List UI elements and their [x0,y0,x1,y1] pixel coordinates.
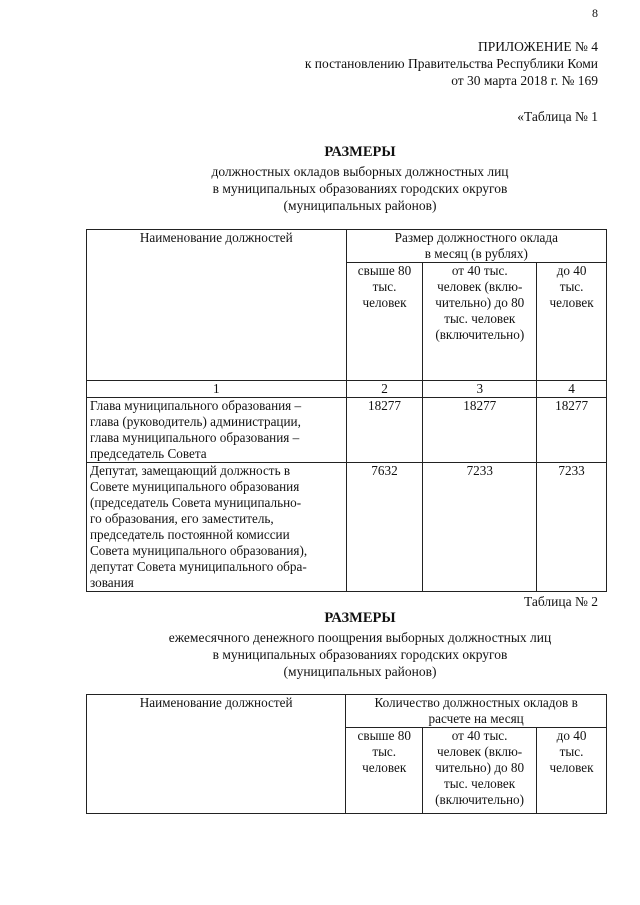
header-line: до 40 [556,728,587,743]
subtitle-line: в муниципальных образованиях городских округов [212,181,508,196]
header-line: (включительно) [435,327,525,342]
position-name-cell [87,463,347,592]
header-line: свыше 80 [357,728,411,743]
subtitle-line: в муниципальных образованиях городских округов [212,647,508,662]
appendix-decree: к постановлению Правительства Республики Коми [304,56,598,71]
header-line: Количество должностных окладов в [374,695,578,710]
table2-subtitle [60,629,640,680]
header-position-name: Наименование должностей [87,695,346,814]
table-row [87,398,607,463]
subtitle-line: (муниципальных районов) [283,198,437,213]
salary-over-80k: 7632 [346,463,423,592]
header-line: тыс. [559,279,584,294]
header-line: чительно) до 80 [435,760,525,775]
salary-over-80k: 18277 [346,398,423,463]
appendix-date: от 30 марта 2018 г. № 169 [451,73,598,88]
cell-line: (председатель Совета муниципально- [90,495,302,510]
salary-under-40k: 18277 [537,398,607,463]
cell-line: Совета муниципального образования), [90,543,308,558]
header-line: человек [362,760,407,775]
header-line: от 40 тыс. [451,263,508,278]
header-line: чительно) до 80 [435,295,525,310]
header-salary-group [346,230,606,263]
header-line: тыс. человек [444,776,516,791]
header-over-80k [346,728,423,814]
header-line: тыс. человек [444,311,516,326]
header-line: тыс. [372,279,397,294]
column-number: 4 [537,381,607,398]
header-line: человек [549,760,594,775]
salary-40k-80k: 18277 [423,398,537,463]
header-under-40k [537,728,607,814]
header-line: (включительно) [435,792,525,807]
cell-line: Депутат, замещающий должность в [90,463,291,478]
cell-line: глава (руководитель) администрации, [90,414,301,429]
header-line: человек (вклю- [437,279,523,294]
header-line: человек [549,295,594,310]
table-row [87,463,607,592]
header-bonus-group [346,695,607,728]
cell-line: го образования, его заместитель, [90,511,274,526]
bonus-table [86,694,607,814]
subtitle-line: ежемесячного денежного поощрения выборных должностных лиц [168,630,552,645]
header-position-name: Наименование должностей [87,230,347,381]
header-line: тыс. [559,744,584,759]
appendix-header [305,38,598,89]
salary-under-40k: 7233 [537,463,607,592]
salary-40k-80k: 7233 [423,463,537,592]
table2-title: РАЗМЕРЫ [324,610,396,626]
position-name-cell [87,398,347,463]
header-line: до 40 [556,263,587,278]
appendix-title: ПРИЛОЖЕНИЕ № 4 [477,39,598,54]
header-over-80k [346,263,423,381]
page-number: 8 [592,6,598,20]
column-number: 3 [423,381,537,398]
header-line: расчете на месяц [428,711,524,726]
header-line: от 40 тыс. [451,728,508,743]
subtitle-line: должностных окладов выборных должностных лиц [211,164,509,179]
column-number: 2 [346,381,423,398]
header-line: человек [362,295,407,310]
subtitle-line: (муниципальных районов) [283,664,437,679]
header-line: тыс. [372,744,397,759]
header-40k-80k [423,728,537,814]
cell-line: Глава муниципального образования – [90,398,302,413]
cell-line: председатель постоянной комиссии [90,527,290,542]
table2-caption: Таблица № 2 [524,594,598,609]
cell-line: председатель Совета [90,446,207,461]
header-line: человек (вклю- [436,744,523,759]
table1-title: РАЗМЕРЫ [324,144,396,160]
cell-line: зования [90,575,134,590]
salary-table [86,229,607,592]
cell-line: Совете муниципального образования [90,479,300,494]
header-line: Размер должностного оклада [394,230,558,245]
cell-line: глава муниципального образования – [90,430,300,445]
table1-caption: «Таблица № 1 [517,109,598,124]
header-line: в месяц (в рублях) [424,246,528,261]
header-40k-80k [423,263,537,381]
table1-subtitle [60,163,640,214]
header-line: свыше 80 [357,263,412,278]
cell-line: депутат Совета муниципального обра- [90,559,307,574]
header-under-40k [537,263,607,381]
column-number: 1 [87,381,347,398]
